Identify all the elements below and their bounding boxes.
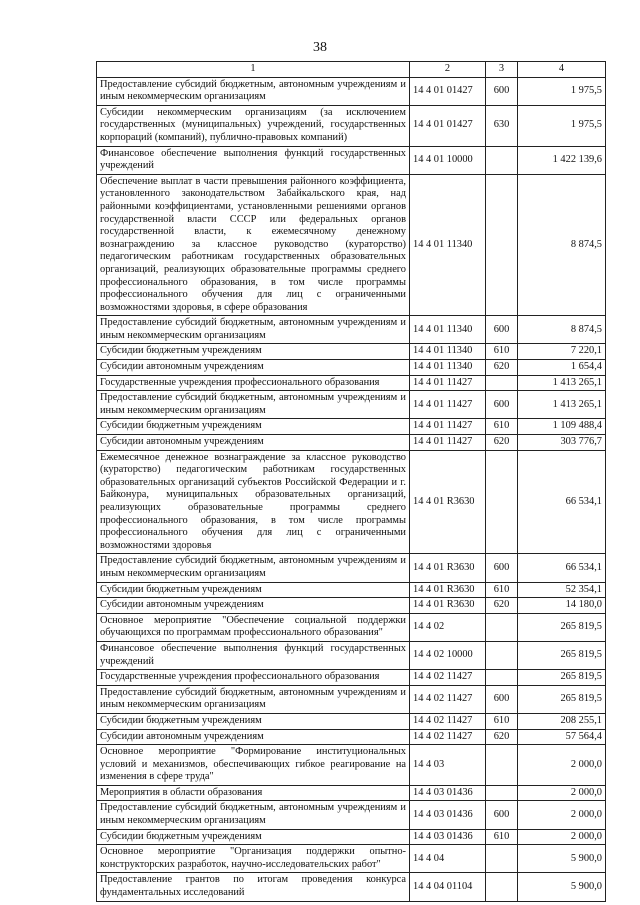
cell-name: Субсидии бюджетным учреждениям	[97, 829, 410, 845]
cell-code: 14 4 01 11340	[410, 174, 486, 316]
cell-code: 14 4 03 01436	[410, 785, 486, 801]
table-row	[97, 174, 606, 316]
cell-type: 620	[486, 360, 518, 376]
cell-amount: 2 000,0	[518, 829, 606, 845]
cell-type: 600	[486, 391, 518, 419]
cell-type: 610	[486, 582, 518, 598]
cell-code: 14 4 02 11427	[410, 729, 486, 745]
cell-type: 620	[486, 598, 518, 614]
table-row	[97, 613, 606, 641]
cell-code: 14 4 02 10000	[410, 641, 486, 669]
cell-amount: 52 354,1	[518, 582, 606, 598]
cell-type: 610	[486, 419, 518, 435]
cell-name: Предоставление субсидий бюджетным, автономным учреждениям и иным некоммерческим организациям	[97, 801, 410, 829]
cell-type	[486, 613, 518, 641]
cell-type: 620	[486, 435, 518, 451]
cell-type: 600	[486, 77, 518, 105]
cell-name: Основное мероприятие "Обеспечение социальной поддержки обучающихся по программам профессионального образования"	[97, 613, 410, 641]
cell-name: Предоставление грантов по итогам проведения конкурса фундаментальных исследований	[97, 873, 410, 901]
cell-amount: 208 255,1	[518, 713, 606, 729]
table-row	[97, 670, 606, 686]
cell-amount: 5 900,0	[518, 845, 606, 873]
cell-type	[486, 745, 518, 786]
table-row	[97, 375, 606, 391]
cell-code: 14 4 01 01427	[410, 105, 486, 146]
table-row	[97, 641, 606, 669]
cell-code: 14 4 01 11340	[410, 344, 486, 360]
cell-code: 14 4 02	[410, 613, 486, 641]
cell-amount: 265 819,5	[518, 685, 606, 713]
cell-amount: 14 180,0	[518, 598, 606, 614]
table-row	[97, 316, 606, 344]
cell-code: 14 4 04 01104	[410, 873, 486, 901]
cell-name: Государственные учреждения профессионального образования	[97, 670, 410, 686]
cell-amount: 265 819,5	[518, 641, 606, 669]
table-row	[97, 873, 606, 901]
cell-code: 14 4 03 01436	[410, 829, 486, 845]
cell-type	[486, 174, 518, 316]
cell-name: Обеспечение выплат в части превышения районного коэффициента, установленного законодательством Забайкальского края, над районными коэффициентами, установленными решениями органов государственной власти СССР или федеральных органов государственной власти, к ежемесячному денежному вознаграждению за классное руководство (кураторство) педагогическим работникам государственных образовательных организаций, реализующих образовательные программы среднего профессионального образования, в том числе программы профессионального обучения для лиц с ограниченными возможностями здоровья, в сфере образования	[97, 174, 410, 316]
table-row	[97, 785, 606, 801]
cell-type: 600	[486, 554, 518, 582]
cell-amount: 2 000,0	[518, 801, 606, 829]
budget-table	[96, 61, 606, 902]
table-row	[97, 450, 606, 554]
cell-amount: 1 975,5	[518, 105, 606, 146]
cell-amount: 265 819,5	[518, 670, 606, 686]
cell-amount: 1 654,4	[518, 360, 606, 376]
table-row	[97, 344, 606, 360]
cell-name: Субсидии бюджетным учреждениям	[97, 419, 410, 435]
cell-name: Субсидии бюджетным учреждениям	[97, 713, 410, 729]
table-row	[97, 801, 606, 829]
cell-code: 14 4 01 R3630	[410, 598, 486, 614]
cell-amount: 1 422 139,6	[518, 146, 606, 174]
cell-code: 14 4 02 11427	[410, 685, 486, 713]
table-header-row	[97, 62, 606, 78]
table-row	[97, 146, 606, 174]
cell-amount: 8 874,5	[518, 174, 606, 316]
table-row	[97, 391, 606, 419]
cell-code: 14 4 01 10000	[410, 146, 486, 174]
cell-amount: 7 220,1	[518, 344, 606, 360]
cell-name: Государственные учреждения профессионального образования	[97, 375, 410, 391]
column-header-type: 3	[486, 62, 518, 78]
cell-type	[486, 670, 518, 686]
cell-code: 14 4 01 R3630	[410, 554, 486, 582]
cell-type: 620	[486, 729, 518, 745]
column-header-amount: 4	[518, 62, 606, 78]
cell-code: 14 4 01 R3630	[410, 582, 486, 598]
cell-name: Финансовое обеспечение выполнения функций государственных учреждений	[97, 641, 410, 669]
cell-code: 14 4 01 01427	[410, 77, 486, 105]
table-body	[97, 77, 606, 901]
table-row	[97, 745, 606, 786]
cell-code: 14 4 01 11427	[410, 435, 486, 451]
cell-name: Субсидии автономным учреждениям	[97, 729, 410, 745]
cell-type: 630	[486, 105, 518, 146]
cell-name: Предоставление субсидий бюджетным, автономным учреждениям и иным некоммерческим организациям	[97, 685, 410, 713]
cell-type	[486, 450, 518, 554]
cell-type: 600	[486, 685, 518, 713]
table-row	[97, 685, 606, 713]
cell-code: 14 4 01 R3630	[410, 450, 486, 554]
cell-code: 14 4 03 01436	[410, 801, 486, 829]
cell-amount: 1 413 265,1	[518, 391, 606, 419]
cell-type: 600	[486, 316, 518, 344]
cell-name: Субсидии некоммерческим организациям (за исключением государственных (муниципальных) учреждений, государственных корпораций (компаний), публично-правовых компаний)	[97, 105, 410, 146]
cell-type: 610	[486, 829, 518, 845]
cell-type	[486, 641, 518, 669]
table-row	[97, 554, 606, 582]
cell-name: Субсидии автономным учреждениям	[97, 598, 410, 614]
cell-amount: 57 564,4	[518, 729, 606, 745]
cell-type	[486, 785, 518, 801]
cell-name: Финансовое обеспечение выполнения функций государственных учреждений	[97, 146, 410, 174]
cell-code: 14 4 04	[410, 845, 486, 873]
cell-type	[486, 146, 518, 174]
cell-amount: 265 819,5	[518, 613, 606, 641]
cell-name: Предоставление субсидий бюджетным, автономным учреждениям и иным некоммерческим организациям	[97, 391, 410, 419]
cell-name: Предоставление субсидий бюджетным, автономным учреждениям и иным некоммерческим организациям	[97, 316, 410, 344]
cell-amount: 1 413 265,1	[518, 375, 606, 391]
table-row	[97, 729, 606, 745]
table-row	[97, 105, 606, 146]
cell-amount: 2 000,0	[518, 745, 606, 786]
cell-code: 14 4 01 11340	[410, 360, 486, 376]
table-row	[97, 582, 606, 598]
cell-name: Субсидии бюджетным учреждениям	[97, 344, 410, 360]
table-row	[97, 598, 606, 614]
cell-amount: 66 534,1	[518, 554, 606, 582]
cell-code: 14 4 01 11427	[410, 375, 486, 391]
cell-name: Основное мероприятие "Формирование институциональных условий и механизмов, обеспечивающих гибкое реагирование на изменения в сфере труда"	[97, 745, 410, 786]
cell-name: Субсидии бюджетным учреждениям	[97, 582, 410, 598]
cell-name: Предоставление субсидий бюджетным, автономным учреждениям и иным некоммерческим организациям	[97, 554, 410, 582]
cell-code: 14 4 02 11427	[410, 670, 486, 686]
cell-code: 14 4 03	[410, 745, 486, 786]
table-row	[97, 829, 606, 845]
cell-type	[486, 375, 518, 391]
cell-code: 14 4 01 11427	[410, 391, 486, 419]
cell-name: Субсидии автономным учреждениям	[97, 435, 410, 451]
cell-amount: 2 000,0	[518, 785, 606, 801]
cell-type	[486, 845, 518, 873]
cell-amount: 8 874,5	[518, 316, 606, 344]
cell-name: Мероприятия в области образования	[97, 785, 410, 801]
table-row	[97, 77, 606, 105]
cell-name: Основное мероприятие "Организация поддержки опытно-конструкторских разработок, научно-исследовательских работ"	[97, 845, 410, 873]
page-number: 38	[313, 40, 327, 55]
cell-name: Предоставление субсидий бюджетным, автономным учреждениям и иным некоммерческим организациям	[97, 77, 410, 105]
table-row	[97, 845, 606, 873]
cell-type: 610	[486, 713, 518, 729]
table-row	[97, 435, 606, 451]
cell-amount: 1 109 488,4	[518, 419, 606, 435]
table-row	[97, 713, 606, 729]
cell-type	[486, 873, 518, 901]
cell-name: Ежемесячное денежное вознаграждение за классное руководство (кураторство) педагогическим работникам государственных образовательных организаций субъектов Российской Федерации и г. Байконура, муниципальных образовательных организаций, реализующих образовательные программы среднего профессионального образования, в том числе программы профессионального обучения для лиц с ограниченными возможностями здоровья	[97, 450, 410, 554]
cell-code: 14 4 02 11427	[410, 713, 486, 729]
cell-type: 610	[486, 344, 518, 360]
cell-amount: 303 776,7	[518, 435, 606, 451]
cell-type: 600	[486, 801, 518, 829]
table-row	[97, 360, 606, 376]
column-header-code: 2	[410, 62, 486, 78]
cell-amount: 1 975,5	[518, 77, 606, 105]
cell-amount: 66 534,1	[518, 450, 606, 554]
cell-amount: 5 900,0	[518, 873, 606, 901]
table-row	[97, 419, 606, 435]
cell-name: Субсидии автономным учреждениям	[97, 360, 410, 376]
cell-code: 14 4 01 11340	[410, 316, 486, 344]
cell-code: 14 4 01 11427	[410, 419, 486, 435]
column-header-name: 1	[97, 62, 410, 78]
